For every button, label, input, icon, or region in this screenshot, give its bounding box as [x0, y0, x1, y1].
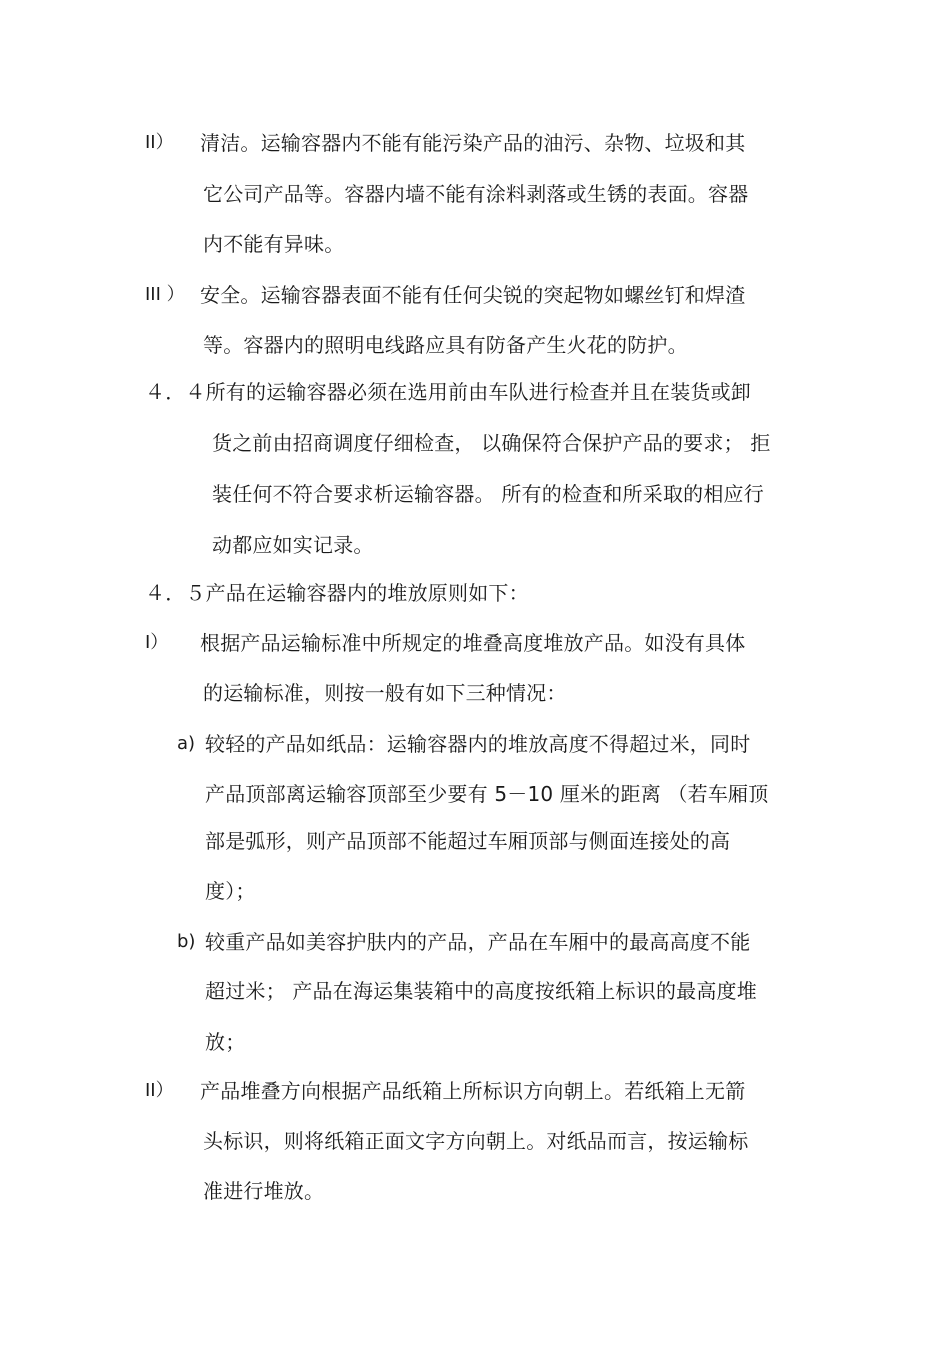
list-marker: b)	[177, 931, 196, 952]
section-heading: ４．５产品在运输容器内的堆放原则如下：	[145, 581, 529, 605]
text-line: 放；	[205, 1030, 246, 1054]
text-line: 根据产品运输标准中所规定的堆叠高度堆放产品。如没有具体	[200, 631, 746, 655]
text-line: 准进行堆放。	[203, 1179, 325, 1203]
text-line: 货之前由招商调度仔细检查， 以确保符合保护产品的要求； 拒	[212, 431, 771, 455]
text-line: 超过米； 产品在海运集装箱中的高度按纸箱上标识的最高度堆	[205, 979, 757, 1003]
text-line: 的运输标准，则按一般有如下三种情况：	[203, 681, 567, 705]
section-heading: ４．４所有的运输容器必须在选用前由车队进行检查并且在装货或卸	[145, 380, 751, 404]
text-line: 安全。运输容器表面不能有任何尖锐的突起物如螺丝钉和焊渣	[200, 283, 746, 307]
list-marker: I）	[145, 632, 169, 653]
text-line: 等。容器内的照明电线路应具有防备产生火花的防护。	[203, 333, 688, 357]
text-line: 它公司产品等。容器内墙不能有涂料剥落或生锈的表面。容器	[203, 182, 749, 206]
list-marker: III ）	[145, 284, 185, 305]
text-line: 内不能有异味。	[203, 232, 345, 256]
list-marker: a)	[177, 733, 196, 754]
text-line: 度）；	[205, 879, 256, 903]
text-line: 部是弧形，则产品顶部不能超过车厢顶部与侧面连接处的高	[205, 829, 731, 853]
text-line: 头标识，则将纸箱正面文字方向朝上。对纸品而言，按运输标	[203, 1129, 749, 1153]
list-marker: II）	[145, 132, 174, 153]
text-line: 装任何不符合要求析运输容器。 所有的检查和所采取的相应行	[212, 482, 764, 506]
text-line: 较轻的产品如纸品：运输容器内的堆放高度不得超过米，同时	[205, 732, 751, 756]
list-marker: II）	[145, 1080, 174, 1101]
text-line: 产品堆叠方向根据产品纸箱上所标识方向朝上。若纸箱上无箭	[200, 1079, 746, 1103]
text-line: 清洁。运输容器内不能有能污染产品的油污、杂物、垃圾和其	[200, 131, 746, 155]
text-line: 产品顶部离运输容顶部至少要有 5－10 厘米的距离 （若车厢顶	[205, 782, 769, 806]
text-line: 较重产品如美容护肤内的产品，产品在车厢中的最高高度不能	[205, 930, 751, 954]
text-line: 动都应如实记录。	[212, 533, 374, 557]
